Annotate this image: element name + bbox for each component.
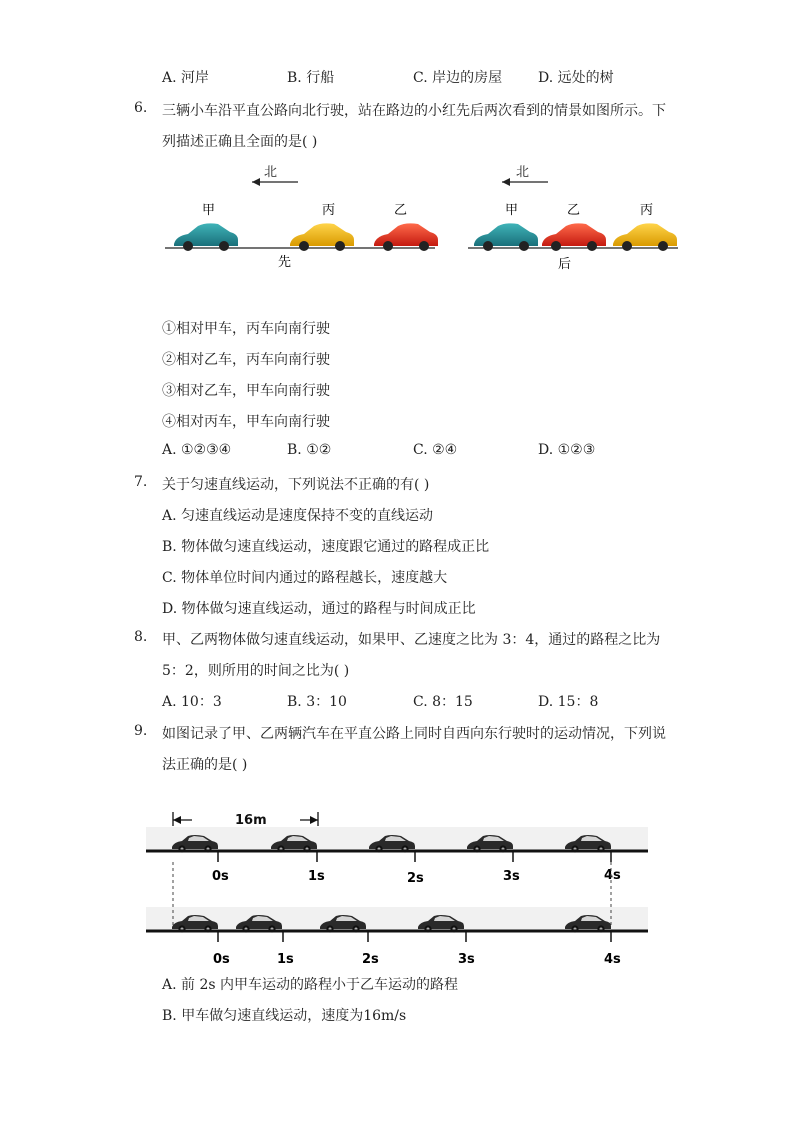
q8-stem-line1: 甲、乙两物体做匀速直线运动，如果甲、乙速度之比为 3：4，通过的路程之比为	[162, 632, 661, 648]
q9-stem-line1: 如图记录了甲、乙两辆汽车在平直公路上同时自西向东行驶时的运动情况，下列说	[162, 726, 666, 742]
q6-option-a: A. ①②③④	[162, 442, 232, 458]
q6-statement-2: ②相对乙车，丙车向南行驶	[162, 352, 330, 368]
q6-statement-1: ①相对甲车，丙车向南行驶	[162, 321, 330, 337]
q6-before-label-bing: 丙	[322, 203, 336, 218]
q9-option-a: A. 前 2s 内甲车运动的路程小于乙车运动的路程	[162, 977, 459, 993]
q6-before-car-yellow	[290, 223, 354, 251]
q6-after-car-yellow	[613, 223, 677, 251]
q7-option-d: D. 物体做匀速直线运动，通过的路程与时间成正比	[162, 601, 476, 617]
q9-number: 9.	[134, 723, 148, 739]
q6-before-car-red	[374, 223, 438, 251]
q5-option-c: C. 岸边的房屋	[413, 70, 503, 86]
q9-option-b: B. 甲车做匀速直线运动，速度为16m/s	[162, 1008, 407, 1024]
q6-after-car-red	[542, 223, 606, 251]
q8-stem-line2: 5：2，则所用的时间之比为( )	[162, 663, 350, 679]
q9-bottom-tick-4s: 4s	[604, 952, 621, 967]
q6-after-car-teal	[474, 223, 538, 251]
q9-top-tick-2s: 2s	[407, 871, 424, 886]
q6-north-label-before: 北	[264, 165, 278, 180]
q8-option-d: D. 15：8	[538, 694, 599, 710]
q9-top-tick-0s: 0s	[212, 869, 229, 884]
q9-distance-marker	[173, 812, 318, 828]
q6-stem-line2: 列描述正确且全面的是( )	[162, 134, 318, 150]
q9-top-tick-4s: 4s	[604, 868, 621, 883]
q7-option-c: C. 物体单位时间内通过的路程越长，速度越大	[162, 570, 448, 586]
q6-north-arrow-after	[502, 165, 548, 186]
q6-after-label-yi: 乙	[567, 203, 581, 218]
q5-options	[162, 67, 682, 87]
q9-stem-line2: 法正确的是( )	[162, 757, 248, 773]
q7-number: 7.	[134, 474, 148, 490]
q6-option-c: C. ②④	[413, 442, 458, 458]
q9-distance-label: 16m	[235, 813, 267, 828]
q6-before-car-teal	[174, 223, 238, 251]
q6-caption-after: 后	[558, 257, 572, 272]
q7-option-b: B. 物体做匀速直线运动，速度跟它通过的路程成正比	[162, 539, 490, 555]
q9-top-tick-1s: 1s	[308, 869, 325, 884]
q6-option-d: D. ①②③	[538, 442, 596, 458]
q9-bottom-tick-3s: 3s	[458, 952, 475, 967]
q9-bottom-tick-0s: 0s	[213, 952, 230, 967]
q7-stem: 关于匀速直线运动，下列说法不正确的有( )	[162, 477, 430, 493]
q6-statement-4: ④相对丙车，甲车向南行驶	[162, 414, 330, 430]
q5-option-a: A. 河岸	[162, 70, 210, 86]
q9-figure	[140, 800, 655, 970]
q6-after-label-bing: 丙	[640, 203, 654, 218]
q6-figure	[160, 162, 685, 274]
q6-number: 6.	[134, 100, 148, 116]
q6-after-label-jia: 甲	[505, 203, 519, 218]
q6-stem-line1: 三辆小车沿平直公路向北行驶，站在路边的小红先后两次看到的情景如图所示。下	[162, 103, 666, 119]
q5-option-d: D. 远处的树	[538, 70, 614, 86]
q9-bottom-tick-1s: 1s	[277, 952, 294, 967]
q6-options	[162, 442, 682, 462]
q8-option-c: C. 8：15	[413, 694, 473, 710]
q6-before-label-jia: 甲	[202, 203, 216, 218]
q6-option-b: B. ①②	[287, 442, 332, 458]
q9-bottom-tick-2s: 2s	[362, 952, 379, 967]
q6-north-label-after: 北	[516, 165, 530, 180]
q6-north-arrow-before	[252, 165, 298, 186]
q5-option-b: B. 行船	[287, 70, 335, 86]
q8-number: 8.	[134, 629, 148, 645]
q8-option-a: A. 10：3	[162, 694, 222, 710]
q9-top-tick-3s: 3s	[503, 869, 520, 884]
q8-options	[162, 691, 682, 711]
q7-option-a: A. 匀速直线运动是速度保持不变的直线运动	[162, 508, 434, 524]
q6-caption-before: 先	[278, 255, 292, 270]
q8-option-b: B. 3：10	[287, 694, 347, 710]
q6-statement-3: ③相对乙车，甲车向南行驶	[162, 383, 330, 399]
q6-before-label-yi: 乙	[394, 203, 408, 218]
